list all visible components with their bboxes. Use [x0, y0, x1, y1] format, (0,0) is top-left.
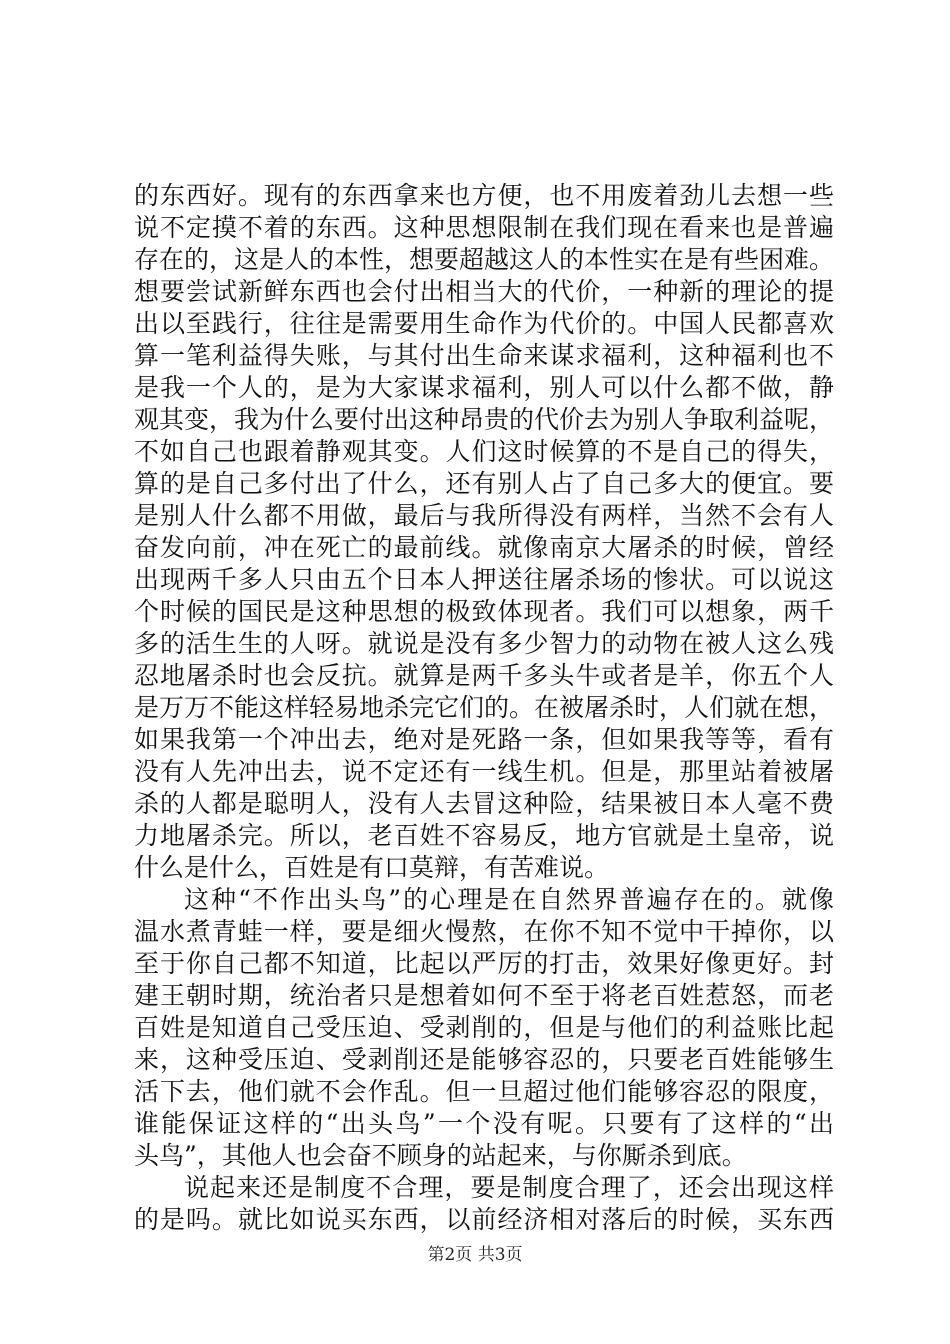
text-line: 想要尝试新鲜东西也会付出相当大的代价，一种新的理论的提	[134, 277, 834, 306]
text-line: 力地屠杀完。所以，老百姓不容易反，地方官就是土皇帝，说	[134, 821, 834, 850]
text-line: 活下去，他们就不会作乱。但一旦超过他们能够容忍的限度，	[134, 1077, 834, 1106]
text-line: 温水煮青蛙一样，要是细火慢熬，在你不知不觉中干掉你，以	[134, 917, 834, 946]
text-line: 不如自己也跟着静观其变。人们这时候算的不是自己的得失，	[134, 437, 834, 466]
text-line: 是我一个人的，是为大家谋求福利，别人可以什么都不做，静	[134, 373, 834, 402]
text-line: 忍地屠杀时也会反抗。就算是两千多头牛或者是羊，你五个人	[134, 661, 834, 690]
text-line: 说不定摸不着的东西。这种思想限制在我们现在看来也是普遍	[134, 213, 834, 242]
text-line: 的是吗。就比如说买东西，以前经济相对落后的时候，买东西	[134, 1205, 834, 1234]
text-line: 多的活生生的人呀。就说是没有多少智力的动物在被人这么残	[134, 629, 834, 658]
text-line: 杀的人都是聪明人，没有人去冒这种险，结果被日本人毫不费	[134, 789, 834, 818]
text-line: 算一笔利益得失账，与其付出生命来谋求福利，这种福利也不	[134, 341, 834, 370]
page-number-footer: 第2页 共3页	[427, 1245, 523, 1265]
text-line: 至于你自己都不知道，比起以严厉的打击，效果好像更好。封	[134, 949, 834, 978]
text-line: 什么是什么，百姓是有口莫辩，有苦难说。	[134, 853, 610, 882]
text-line: 出以至践行，往往是需要用生命作为代价的。中国人民都喜欢	[134, 309, 834, 338]
text-line: 个时候的国民是这种思想的极致体现者。我们可以想象，两千	[134, 597, 834, 626]
text-line: 存在的，这是人的本性，想要超越这人的本性实在是有些困难。	[134, 245, 835, 274]
text-line: 建王朝时期，统治者只是想着如何不至于将老百姓惹怒，而老	[134, 981, 834, 1010]
text-line: 谁能保证这样的“出头鸟”一个没有呢。只要有了这样的“出	[134, 1109, 834, 1138]
paragraph-first-line: 这种“不作出头鸟”的心理是在自然界普遍存在的。就像	[184, 885, 834, 914]
text-line: 百姓是知道自己受压迫、受剥削的，但是与他们的利益账比起	[134, 1013, 834, 1042]
text-line: 的东西好。现有的东西拿来也方便，也不用废着劲儿去想一些	[134, 181, 834, 210]
text-line: 算的是自己多付出了什么，还有别人占了自己多大的便宜。要	[134, 469, 834, 498]
text-line: 来，这种受压迫、受剥削还是能够容忍的，只要老百姓能够生	[134, 1045, 834, 1074]
text-line: 没有人先冲出去，说不定还有一线生机。但是，那里站着被屠	[134, 757, 834, 786]
text-line: 奋发向前，冲在死亡的最前线。就像南京大屠杀的时候，曾经	[134, 533, 834, 562]
text-line: 观其变，我为什么要付出这种昂贵的代价去为别人争取利益呢，	[134, 405, 835, 434]
paragraph-first-line: 说起来还是制度不合理，要是制度合理了，还会出现这样	[184, 1173, 834, 1202]
text-line: 是万万不能这样轻易地杀完它们的。在被屠杀时，人们就在想，	[134, 693, 835, 722]
text-line: 是别人什么都不用做，最后与我所得没有两样，当然不会有人	[134, 501, 834, 530]
text-line: 头鸟”，其他人也会奋不顾身的站起来，与你厮杀到底。	[134, 1141, 747, 1170]
text-line: 如果我第一个冲出去，绝对是死路一条，但如果我等等，看有	[134, 725, 834, 754]
text-line: 出现两千多人只由五个日本人押送往屠杀场的惨状。可以说这	[134, 565, 834, 594]
